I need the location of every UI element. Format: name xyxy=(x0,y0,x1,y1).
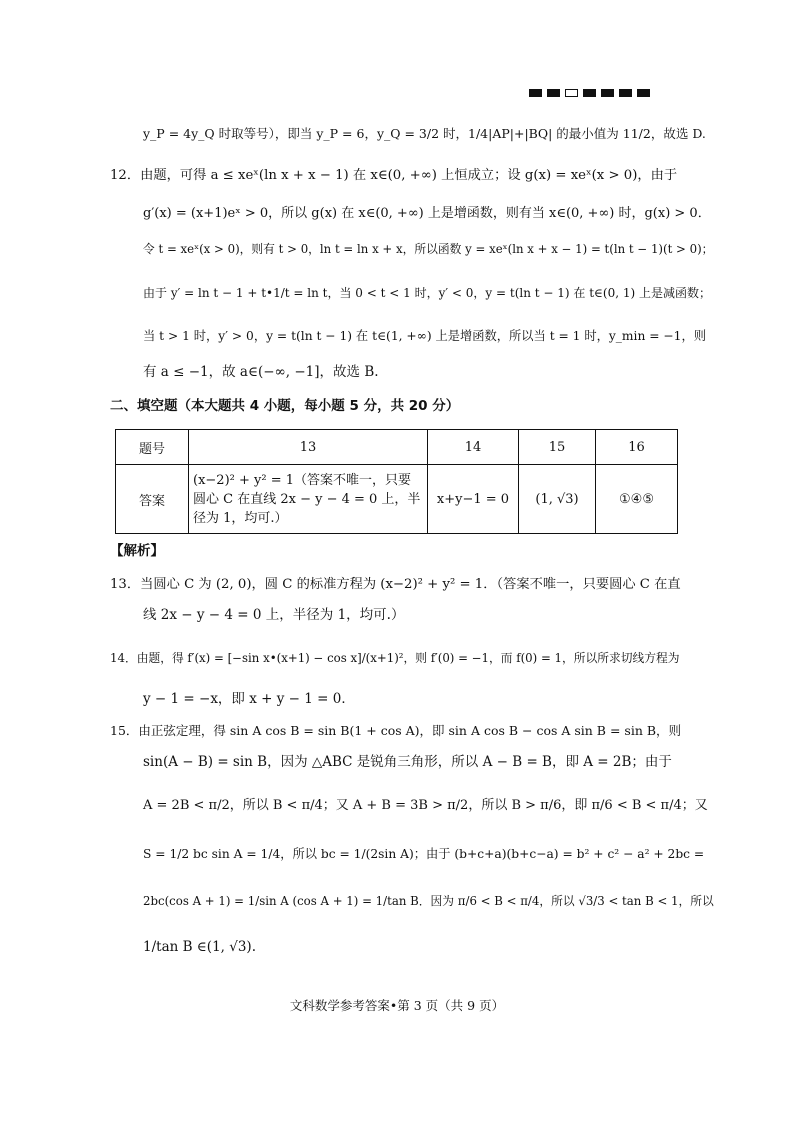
table-cell: (1, √3) xyxy=(519,465,596,534)
mark-filled xyxy=(601,89,614,97)
text-line: y − 1 = −x，即 x + y − 1 = 0． xyxy=(143,691,355,707)
page-footer: 文科数学参考答案•第 3 页（共 9 页） xyxy=(289,998,505,1013)
mark-filled xyxy=(547,89,560,97)
table-cell: 14 xyxy=(428,430,519,465)
mark-filled xyxy=(637,89,650,97)
text-line: 线 2x − y − 4 = 0 上，半径为 1，均可.） xyxy=(143,607,405,623)
text-line: y_P = 4y_Q 时取等号），即当 y_P = 6，y_Q = 3/2 时，1/4|AP|+|BQ| 的最小值为 11/2，故选 D. xyxy=(143,126,706,141)
table-cell: 15 xyxy=(519,430,596,465)
table-cell: 16 xyxy=(596,430,678,465)
table-cell: (x−2)² + y² = 1（答案不唯一，只要圆心 C 在直线 2x − y − 4 = 0 上，半径为 1，均可.） xyxy=(189,465,428,534)
mark-open xyxy=(565,89,578,97)
mark-filled xyxy=(529,89,542,97)
analysis-heading: 【解析】 xyxy=(110,543,164,559)
table-header-row xyxy=(116,430,678,465)
text-line: 15．由正弦定理，得 sin A cos B = sin B(1 + cos A)，即 sin A cos B − cos A sin B = sin B，则 xyxy=(110,723,682,738)
text-line: 1/tan B ∈(1, √3). xyxy=(143,939,256,955)
text-line: 14．由题，得 f′(x) = [−sin x•(x+1) − cos x]/(x+1)²，则 f′(0) = −1，而 f(0) = 1，所以所求切线方程为 xyxy=(110,651,680,665)
mark-filled xyxy=(619,89,632,97)
mark-filled xyxy=(583,89,596,97)
table-cell: 答案 xyxy=(116,465,189,534)
text-line: 当 t > 1 时，y′ > 0，y = t(ln t − 1) 在 t∈(1, +∞) 上是增函数，所以当 t = 1 时，y_min = −1，则 xyxy=(143,329,706,343)
section-heading: 二、填空题（本大题共 4 小题，每小题 5 分，共 20 分） xyxy=(110,398,460,414)
text-line: sin(A − B) = sin B，因为 △ABC 是锐角三角形，所以 A − B = B，即 A = 2B；由于 xyxy=(143,754,672,770)
table-cell: 题号 xyxy=(116,430,189,465)
table-cell: x+y−1 = 0 xyxy=(428,465,519,534)
answer-table xyxy=(115,429,678,534)
text-line: 13．当圆心 C 为 (2, 0)，圆 C 的标准方程为 (x−2)² + y² = 1．（答案不唯一，只要圆心 C 在直 xyxy=(110,577,681,592)
text-line: S = 1/2 bc sin A = 1/4，所以 bc = 1/(2sin A)；由于 (b+c+a)(b+c−a) = b² + c² − a² + 2bc = xyxy=(143,847,705,861)
table-cell: ①④⑤ xyxy=(596,465,678,534)
text-line: A = 2B < π/2，所以 B < π/4；又 A + B = 3B > π/2，所以 B > π/6，即 π/6 < B < π/4；又 xyxy=(143,798,708,813)
table-row xyxy=(116,465,678,534)
text-line: g′(x) = (x+1)eˣ > 0，所以 g(x) 在 x∈(0, +∞) 上是增函数，则有当 x∈(0, +∞) 时，g(x) > 0． xyxy=(143,206,711,221)
text-line: 令 t = xeˣ(x > 0)，则有 t > 0，ln t = ln x + x，所以函数 y = xeˣ(ln x + x − 1) = t(ln t − 1)(t > 0)； xyxy=(143,242,714,256)
text-line: 2bc(cos A + 1) = 1/sin A (cos A + 1) = 1/tan B．因为 π/6 < B < π/4，所以 √3/3 < tan B < 1，所以 xyxy=(143,894,714,908)
text-line: 有 a ≤ −1，故 a∈(−∞, −1]，故选 B. xyxy=(143,364,379,380)
header-marks xyxy=(529,89,650,97)
text-line: 12．由题，可得 a ≤ xeˣ(ln x + x − 1) 在 x∈(0, +∞) 上恒成立；设 g(x) = xeˣ(x > 0)，由于 xyxy=(110,168,678,183)
table-cell: 13 xyxy=(189,430,428,465)
text-line: 由于 y′ = ln t − 1 + t•1/t = ln t，当 0 < t < 1 时，y′ < 0，y = t(ln t − 1) 在 t∈(0, 1) 上是减函数； xyxy=(143,286,711,300)
